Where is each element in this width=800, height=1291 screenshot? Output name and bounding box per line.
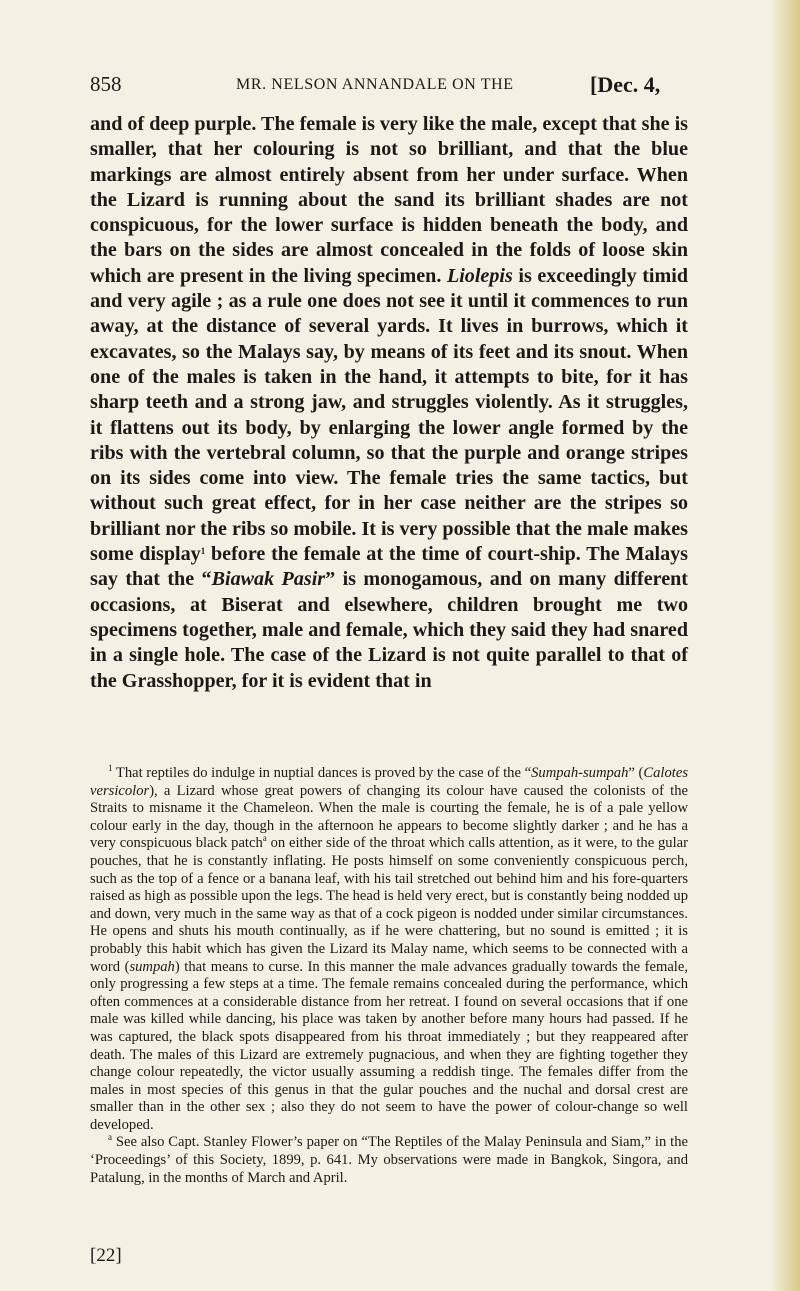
page-number: 858 bbox=[90, 72, 122, 96]
footnote-ref-1: 1 bbox=[200, 546, 206, 557]
footnote-a-marker: a bbox=[108, 1132, 112, 1143]
page-edge bbox=[770, 0, 800, 1291]
footnote-1-italic-1: Sumpah-sumpah bbox=[531, 765, 629, 781]
genus-name: Liolepis bbox=[446, 264, 513, 287]
body-text-d: ” is monogamous, and on many different occasions, at Biserat and elsewhere, children brought me two specimens together, male and female, which they said they had snared in a single hole. The case of the Lizard is not quite parallel to that of the Grasshopper, for it is evident that in bbox=[90, 568, 688, 692]
footnote-1-text-a: That reptiles do indulge in nuptial dances is proved by the case of the “ bbox=[112, 765, 532, 781]
body-text-b: is exceedingly timid and very agile ; as a rule one does not see it until it commences to run away, at the distance of several yards. It lives in burrows, which it excavates, so the Malays say, by means of its feet and its snout. When one of the males is taken in the hand, it attempts to bite, for it has sharp teeth and a strong jaw, and struggles violently. As it struggles, it flattens out its body, by enlarging the lower angle formed by the ribs with the vertebral column, so that the purple and orange stripes on its sides come into view. The female tries the same tactics, but without such great effect, for in her case neither are the stripes so brilliant nor the ribs so mobile. It is very possible that the male makes some display bbox=[90, 264, 688, 566]
footnote-1-italic-2: Calotes versicolor bbox=[90, 765, 688, 799]
body-text-c: before the female at the time of court-ship. The Malays say that the “ bbox=[90, 543, 688, 591]
body-text-a: and of deep purple. The female is very like the male, except that she is smaller, that her colouring is not so brilliant, and that the blue markings are almost entirely absent from her under surface. When the Lizard is running about the sand its brilliant shades are not conspicuous, for the lower surface is hidden beneath the body, and the bars on the sides are almost concealed in the folds of loose skin which are present in the living specimen. bbox=[90, 113, 688, 287]
footnote-a bbox=[90, 1134, 688, 1187]
footnote-1-text-e: ) that means to curse. In this manner the male advances gradually towards the female, only progressing a few steps at a time. The female remains concealed during the performance, which often commences at a considerable distance from her retreat. I found on several occasions that if one male was killed while dancing, his place was taken by another before many hours had passed. If he was captured, the black spots disappeared from his throat immediately ; but they reappeared after death. The males of this Lizard are extremely pugnacious, and when they are fighting together they change colour repeatedly, the victor usually assuming a reddish tinge. The females differ from the males in most species of this genus in that the gular pouches and the nuchal and dorsal crest are smaller than in the other sex ; also they do not seem to have the power of colour-change so well developed. bbox=[90, 958, 688, 1133]
malay-name: Biawak Pasir bbox=[211, 568, 326, 591]
footnote-1-text-c: ), a Lizard whose great powers of changing its colour have caused the colonists of the Straits to misname it the Chameleon. When the male is courting the female, he is of a pale yellow colour early in the day, though in the afternoon he appears to become slightly darker ; and he has a very conspicuous black patch bbox=[90, 782, 688, 852]
header-date: [Dec. 4, bbox=[590, 72, 661, 97]
footnote-1-text-d: on either side of the throat which calls attention, as it were, to the gular pouches, that he is constantly inflating. He posts himself on some conveniently conspicuous perch, such as the top of a fence or a banana leaf, with his tail stretched out behind him and his fore-quarters raised as high as possible upon the legs. The head is held very erect, but is constantly being nodded up and down, very much in the same way as that of a cock pigeon is nodded under similar circumstances. He opens and shuts his mouth continually, as if he were chattering, but no sound is emitted ; it is probably this habit which has given the Lizard its Malay name, which seems to be connected with a word ( bbox=[90, 835, 688, 975]
main-text bbox=[90, 112, 688, 694]
footnote-1-marker: 1 bbox=[108, 763, 113, 773]
footnote-a-text: See also Capt. Stanley Flower’s paper on “The Reptiles of the Malay Peninsula and Siam,” in the ‘Proceedings’ of this Society, 1899, p. 641. My observations were made in Bangkok, Singora, and Patalung, in the months of March and April. bbox=[90, 1134, 688, 1186]
footnote-1 bbox=[90, 765, 688, 1134]
body-paragraph bbox=[90, 112, 688, 694]
footnote-1-text-b: ” ( bbox=[628, 765, 644, 781]
footnote-1-italic-3: sumpah bbox=[129, 958, 175, 975]
running-header bbox=[90, 72, 690, 108]
running-head-title: MR. NELSON ANNANDALE ON THE bbox=[236, 76, 514, 93]
signature-mark: [22] bbox=[90, 1245, 122, 1266]
footnote-a-ref: a bbox=[262, 833, 267, 844]
footnotes bbox=[90, 765, 688, 1187]
